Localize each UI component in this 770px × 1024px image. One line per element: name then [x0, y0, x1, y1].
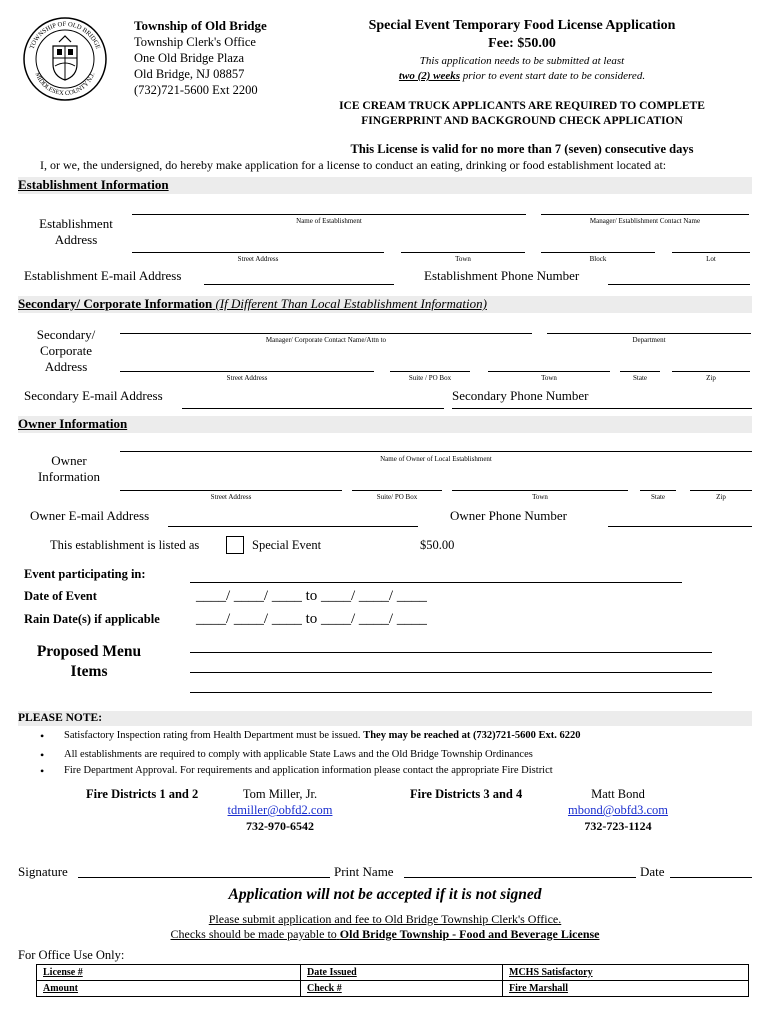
- owner-zip-caption: Zip: [716, 493, 726, 501]
- office-phone: (732)721-5600 Ext 2200: [134, 83, 258, 97]
- office-date-issued-cell: Date Issued: [301, 965, 503, 981]
- owner-email-field[interactable]: [168, 526, 418, 527]
- submit-note-2: [330, 70, 714, 82]
- township-seal: [22, 16, 108, 102]
- secondary-town-field[interactable]: [488, 371, 610, 372]
- secondary-zip-field[interactable]: [672, 371, 750, 372]
- office-use-heading: For Office Use Only:: [18, 948, 125, 962]
- special-event-checkbox[interactable]: [226, 536, 244, 554]
- owner-state-field[interactable]: [640, 490, 676, 491]
- date-label: Date: [640, 864, 665, 879]
- notes-heading: PLEASE NOTE:: [18, 712, 103, 724]
- owner-heading: Owner Information: [18, 416, 128, 431]
- submit-note-1: This application needs to be submitted at least: [419, 55, 625, 67]
- establishment-block-caption: Block: [589, 255, 607, 263]
- owner-street-caption: Street Address: [210, 493, 252, 501]
- owner-street-field[interactable]: [120, 490, 342, 491]
- establishment-heading: Establishment Information: [18, 177, 169, 192]
- owner-town-field[interactable]: [452, 490, 628, 491]
- owner-phone-label: Owner Phone Number: [450, 508, 567, 523]
- secondary-phone-field[interactable]: [452, 408, 752, 409]
- office-license-cell: License #: [37, 965, 301, 981]
- secondary-email-field[interactable]: [182, 408, 444, 409]
- office-fire-marshall-cell: Fire Marshall: [503, 981, 749, 997]
- establishment-town-field[interactable]: [401, 252, 525, 253]
- establishment-lot-caption: Lot: [706, 255, 716, 263]
- secondary-department-caption: Department: [632, 336, 666, 344]
- owner-phone-field[interactable]: [608, 526, 752, 527]
- secondary-label-1: Secondary/: [36, 327, 96, 342]
- menu-label-2: Items: [70, 663, 108, 680]
- svg-text:MIDDLESEX COUNTY N.J.: MIDDLESEX COUNTY N.J.: [33, 71, 97, 98]
- submit-instructions-2-pre: Checks should be made payable to: [170, 927, 337, 941]
- submit-note-post: prior to event start date to be considered.: [462, 70, 646, 82]
- owner-name-field[interactable]: [120, 451, 752, 452]
- fire-district-12-label: Fire Districts 1 and 2: [86, 787, 199, 801]
- owner-label-2: Information: [37, 469, 101, 484]
- owner-label-1: Owner: [51, 453, 87, 468]
- establishment-address-label-1: Establishment: [39, 216, 113, 231]
- owner-email-label: Owner E-mail Address: [30, 508, 150, 523]
- establishment-block-field[interactable]: [541, 252, 655, 253]
- establishment-phone-field[interactable]: [608, 284, 750, 285]
- validity-notice: This License is valid for no more than 7 (seven) consecutive days: [350, 142, 694, 156]
- menu-line-3[interactable]: [190, 692, 712, 693]
- date-of-event-field[interactable]: ____/ ____/ ____ to ____/ ____/ ____: [196, 588, 427, 604]
- secondary-town-caption: Town: [541, 374, 557, 382]
- secondary-street-field[interactable]: [120, 371, 374, 372]
- special-event-label: Special Event: [252, 538, 322, 552]
- owner-section-bar: [18, 416, 752, 433]
- secondary-email-label: Secondary E-mail Address: [24, 388, 163, 403]
- signature-warning: Application will not be accepted if it is not signed: [228, 886, 542, 903]
- note-item-3: [40, 765, 581, 776]
- note-2-text: All establishments are required to comply with applicable State Laws and the Old Bridge Township Ordinances: [64, 749, 533, 760]
- establishment-address-label-2: Address: [54, 232, 98, 247]
- secondary-suite-caption: Suite / PO Box: [408, 374, 452, 382]
- establishment-contact-caption: Manager/ Establishment Contact Name: [589, 217, 701, 225]
- rain-date-field[interactable]: ____/ ____/ ____ to ____/ ____/ ____: [196, 611, 427, 627]
- establishment-name-caption: Name of Establishment: [296, 217, 362, 225]
- office-check-cell: Check #: [301, 981, 503, 997]
- establishment-contact-field[interactable]: [541, 214, 749, 215]
- note-item-2: [40, 749, 581, 760]
- fire-district-34-label: Fire Districts 3 and 4: [410, 787, 523, 801]
- note-1-bold: They may be reached at (732)721-5600 Ext. 6220: [363, 730, 581, 741]
- fire-district-12-name: Tom Miller, Jr.: [242, 787, 318, 801]
- notes-section-bar: [18, 711, 752, 726]
- fire-district-12-email[interactable]: tdmiller@obfd2.com: [227, 803, 333, 817]
- secondary-phone-label: Secondary Phone Number: [452, 388, 589, 403]
- secondary-zip-caption: Zip: [706, 374, 716, 382]
- print-name-label: Print Name: [334, 864, 394, 879]
- fire-district-34-name: Matt Bond: [591, 787, 645, 801]
- date-field[interactable]: [670, 877, 752, 878]
- intro-statement: I, or we, the undersigned, do hereby make application for a license to conduct an eating, drinking or food establishment located at:: [40, 158, 667, 172]
- establishment-lot-field[interactable]: [672, 252, 750, 253]
- establishment-email-label: Establishment E-mail Address: [24, 268, 182, 283]
- secondary-heading-note: (If Different Than Local Establishment Information): [215, 296, 487, 311]
- establishment-name-field[interactable]: [132, 214, 526, 215]
- date-of-event-label: Date of Event: [24, 589, 97, 603]
- establishment-email-field[interactable]: [204, 284, 394, 285]
- menu-line-1[interactable]: [190, 652, 712, 653]
- signature-field[interactable]: [78, 877, 330, 878]
- form-title: Special Event Temporary Food License Application: [368, 18, 676, 33]
- office-address-1: One Old Bridge Plaza: [134, 51, 245, 65]
- secondary-heading: [18, 296, 487, 312]
- establishment-street-field[interactable]: [132, 252, 384, 253]
- secondary-state-caption: State: [633, 374, 647, 382]
- signature-label: Signature: [18, 864, 68, 879]
- owner-suite-field[interactable]: [352, 490, 442, 491]
- fire-district-34-phone: 732-723-1124: [584, 819, 652, 833]
- secondary-suite-field[interactable]: [390, 371, 470, 372]
- menu-line-2[interactable]: [190, 672, 712, 673]
- svg-text:TOWNSHIP OF OLD BRIDGE: TOWNSHIP OF OLD BRIDGE: [28, 20, 102, 51]
- secondary-label-3: Address: [44, 359, 88, 374]
- clerk-office: Township Clerk's Office: [134, 35, 256, 49]
- establishment-phone-label: Establishment Phone Number: [424, 268, 580, 283]
- secondary-department-field[interactable]: [547, 333, 751, 334]
- office-address-2: Old Bridge, NJ 08857: [134, 67, 245, 81]
- secondary-contact-field[interactable]: [120, 333, 532, 334]
- submit-instructions-2-payee: Old Bridge Township - Food and Beverage License: [339, 927, 600, 941]
- owner-suite-caption: Suite/ PO Box: [376, 493, 418, 501]
- fire-district-12-phone: 732-970-6542: [246, 819, 314, 833]
- office-amount-cell: Amount: [37, 981, 301, 997]
- owner-name-caption: Name of Owner of Local Establishment: [380, 455, 492, 463]
- menu-label-1: Proposed Menu: [36, 643, 142, 660]
- notes-list: [40, 730, 581, 781]
- rain-date-label: Rain Date(s) if applicable: [24, 612, 160, 626]
- listing-prefix: This establishment is listed as: [50, 538, 200, 552]
- office-use-table: [36, 964, 749, 997]
- ice-cream-notice-2: FINGERPRINT AND BACKGROUND CHECK APPLICATION: [361, 115, 683, 127]
- secondary-heading-text: Secondary/ Corporate Information: [18, 296, 213, 311]
- fee: Fee: $50.00: [488, 36, 556, 51]
- secondary-state-field[interactable]: [620, 371, 660, 372]
- submit-note-emphasis: two (2) weeks: [398, 70, 461, 82]
- note-1-text: Satisfactory Inspection rating from Health Department must be issued.: [64, 730, 361, 741]
- secondary-label-2: Corporate: [40, 343, 92, 358]
- event-participating-field[interactable]: [190, 582, 682, 583]
- establishment-street-caption: Street Address: [237, 255, 279, 263]
- township-name: Township of Old Bridge: [134, 18, 267, 33]
- print-name-field[interactable]: [404, 877, 636, 878]
- owner-state-caption: State: [651, 493, 665, 501]
- owner-town-caption: Town: [532, 493, 548, 501]
- event-participating-label: Event participating in:: [24, 567, 146, 581]
- secondary-street-caption: Street Address: [226, 374, 268, 382]
- note-item-1: [40, 730, 581, 741]
- fire-district-34-email[interactable]: mbond@obfd3.com: [567, 803, 669, 817]
- submit-instructions-2: [80, 927, 690, 942]
- listing-price: $50.00: [420, 538, 455, 552]
- owner-zip-field[interactable]: [690, 490, 752, 491]
- establishment-town-caption: Town: [455, 255, 471, 263]
- secondary-contact-caption: Manager/ Corporate Contact Name/Attn to: [265, 336, 387, 344]
- ice-cream-notice-1: ICE CREAM TRUCK APPLICANTS ARE REQUIRED TO COMPLETE: [339, 100, 705, 112]
- office-mchs-cell: MCHS Satisfactory: [503, 965, 749, 981]
- submit-instructions-1: Please submit application and fee to Old Bridge Township Clerk's Office.: [208, 912, 562, 926]
- note-3-text: Fire Department Approval. For requirements and application information please contact the appropriate Fire District: [64, 765, 553, 776]
